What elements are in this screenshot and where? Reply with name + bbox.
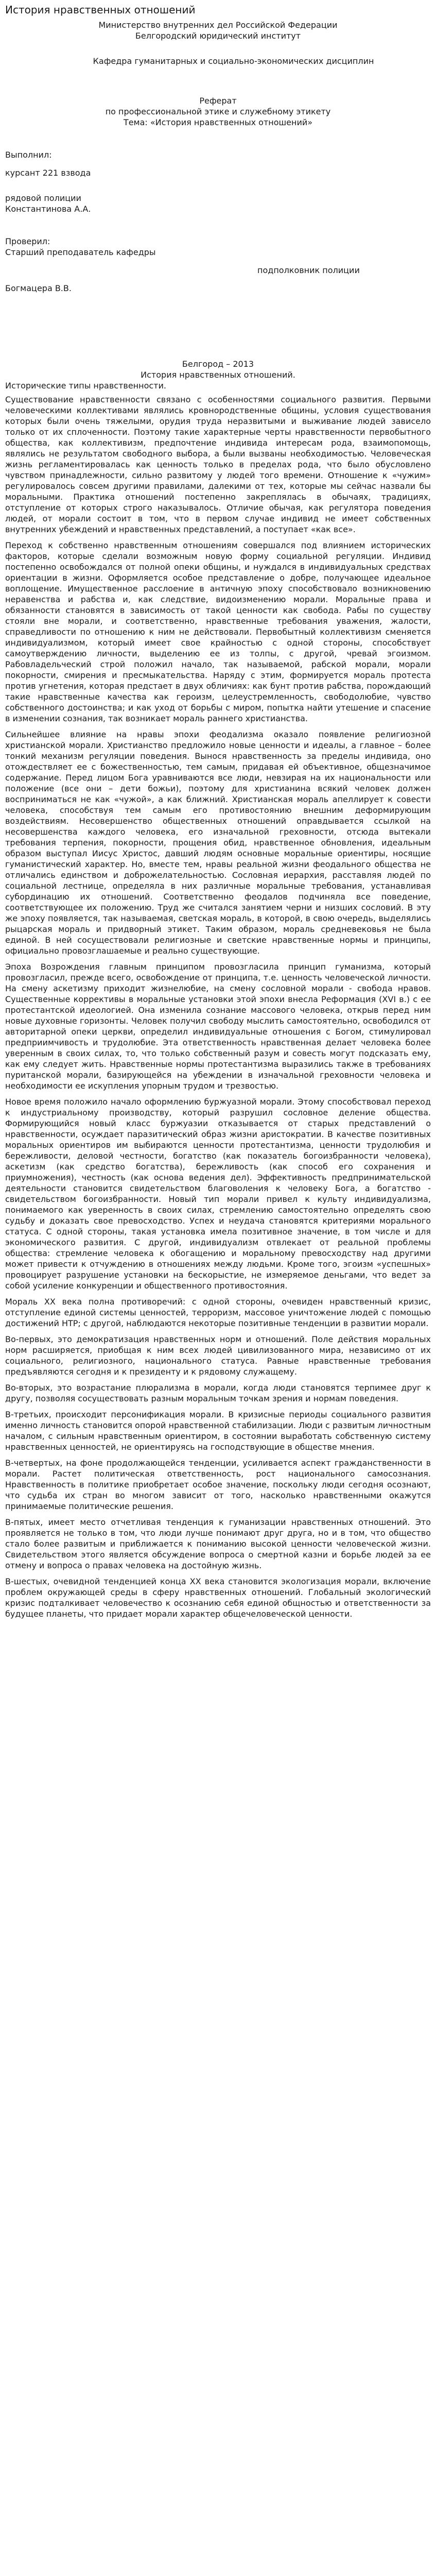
essay-type: Реферат [199,96,237,106]
paragraph: В-шестых, очевидной тенденцией конца XX века становится экологизация морали, включение проблем окружающей среды в сферу нравственных отношений. Глобальный экологический кризис подталкивает человечество к осознанию себя единой общностью и ответственности за будущее планеты, что придает морали характер общечеловеческой ценности. [5,1577,431,1619]
paragraph: Во-вторых, это возрастание плюрализма в морали, когда люди становятся терпимее друг к другу, позволяя сосуществовать разным моральным точкам зрения и нормам поведения. [5,1383,431,1403]
essay-body [5,394,431,1619]
paragraph: Переход к собственно нравственным отношениям совершался под влиянием исторических факторов, которые сделали возможным новую форму социальной регуляции. Индивид постепенно освобождался от полной опеки общины, и нуждался в индивидуальных средствах ориентации в жизни. Оформляется особое представление о добре, получающее идеальное воплощение. Имущественное расслоение в античную эпоху способствовало возникновению неравенства и рабства и, как следствие, видоизменению морали. Моральные права и обязанности становятся в зависимость от такой ценности как свобода. Рабы по существу стояли вне морали, и соответственно, нравственные требования уважения, жалости, справедливости по отношению к ним не действовали. Первобытный коллективизм сменяется индивидуализмом, который имеет свое крайностью с одной стороны, способствует самоутверждению личности, выделению ее из толпы, с другой, чревай эгоизмом. Рабовладельческий строй положил начало, так называемой, рабской морали, морали покорности, смирения и пресмыкательства. Наряду с этим, формируется мораль протеста против угнетения, которая предстает в двух обличиях: как бунт против рабства, порождающий такие нравственные качества как героизм, целеустремленность, свободолюбие, чувство собственного достоинства; и как уход от борьбы с миром, попытка найти утешение и спасение в изменении сознания, так возникает мораль раннего христианства. [5,540,431,723]
reviewer-name: Богмацера В.В. [5,283,72,293]
repeat-title: История нравственных отношений. [141,370,295,380]
document-title: История нравственных отношений [5,4,196,16]
paragraph: Существование нравственности связано с особенностями социального развития. Первыми человеческими коллективами являлись кровнородственные общины, условия существования которых были очень тяжелыми, орудия труда неразвитыми и выживание людей зависело только от их сплоченности. Поэтому такие характерные черты нравственности первобытного общества, как коллективизм, предпочтение индивида интересам рода, взаимопомощь, являлись не результатом свободного выбора, а были вызваны необходимостью. Человеческая жизнь регламентировалась как ценность только в пределах рода, что было обусловлено чувством принадлежности, сильно развитому у людей того времени. Отношение к «чужим» регулировалось совсем другими правилами, далекими от тех, которые мы сейчас назвали бы моральными. Практика отношений постепенно закреплялась в обычаях, традициях, отступление от которых строго наказывалось. Отличие обычая, как регулятора поведения людей, от морали состоит в том, что в первом случае индивид не имеет собственных внутренних убеждений и нравственных представлений, а поступает «как все». [5,395,431,534]
reviewer-position: Старший преподаватель кафедры [5,247,156,257]
paragraph: В-пятых, имеет место отчетливая тенденция к гуманизации нравственных отношений. Это проявляется не только в том, что люди лучше понимают друг друга, но и в том, что общество стало более развитым и приближается к пониманию высокой ценности человеческой жизни. Свидетельством этого является обсуждение вопроса о смертной казни и борьбе людей за ее отмену и вопроса о правах человека на достойную жизнь. [5,1517,431,1570]
paragraph: В-четвертых, на фоне продолжающейся тенденции, усиливается аспект гражданственности в морали. Растет политическая ответственность, рост национального самосознания. Нравственность в политике приобретает особое значение, поскольку люди сегодня осознают, что судьба их стран во многом зависит от того, насколько нравственными окажутся принимаемые политические решения. [5,1458,431,1511]
paragraph: Сильнейшее влияние на нравы эпохи феодализма оказало появление религиозной христианской морали. Христианство предложило новые ценности и идеалы, а главное – более тонкий механизм регуляции поведения. Вынося нравственность за пределы индивида, оно отождествляет ее с божественностью, тем самым, придавая ей объективное, общезначимое содержание. Перед лицом Бога уравниваются все люди, невзирая на их национальности или положение (все они – дети божьи), поэтому для христианина всякий человек должен восприниматься не как «чужой», а как ближний. Христианская мораль апеллирует к совести человека, способствуя тем самым его противостоянию внешним деформирующим воздействиям. Несовершенство общественных отношений оправдывается ссылкой на несовершенства каждого человека, его изначальной греховности, отсюда вытекали требования терпения, покорности, прощения обид, нравственное обновления, идеальным образом выступал Иисус Христос, давший людям основные моральные ориентиры, носящие гуманистический характер. Но, вместе тем, нравы реальной жизни феодального общества не отличались единством и доброжелательностью. Сословная иерархия, расставляя людей по социальной лестнице, определяла в них различные моральные требования, устанавливая субординацию их отношений. Соответственно феодалов подчиняла все поведение, соответствующее их положению. Труд же считался занятием черни и низших сословий. В эту же эпоху появляется, так называемая, светская мораль, в которой, в свою очередь, выделялись рыцарская мораль и придворный этикет. Таким образом, мораль средневековья не была единой. В ней сосуществовали религиозные и светские нравственные нормы и принципы, официально провозглашаемые и реально существующие. [5,730,431,956]
reviewer-label: Проверил: [5,236,50,246]
paragraph: Во-первых, это демократизация нравственных норм и отношений. Поле действия моральных норм расширяется, приобщая к ним всех людей цивилизованного мира, независимо от их социального, религиозного, национального статуса. Равные нравственные требования предъявляются сегодня и к президенту и к рядовому служащему. [5,1334,431,1377]
reviewer-rank: подполковник полиции [257,265,360,275]
essay-theme: Тема: «История нравственных отношений» [123,117,313,127]
ministry-name: Министерство внутренних дел Российской Федерации [98,20,338,30]
author-rank: рядовой полиции [5,193,81,203]
author-name: Константинова А.А. [5,204,91,214]
section-title: Исторические типы нравственности. [5,381,166,391]
author-course: курсант 221 взвода [5,168,91,178]
department-name: Кафедра гуманитарных и социально-экономических дисциплин [93,56,374,66]
paragraph: В-третьих, происходит персонификация морали. В кризисные периоды социального развития именно личность становится опорой нравственной стабилизации. Люди с развитым личностным началом, с сильным нравственным ориентиром, в состоянии выработать собственную систему нравственных ценностей, не ориентируясь на господствующие в обществе мнения. [5,1410,431,1452]
paragraph: Новое время положило начало оформлению буржуазной морали. Этому способствовал переход к индустриальному производству, который разрушил сословное деление общества. Формирующийся новый класс буржуазии отказывается от старых представлений о нравственности, осуждает паразитический образ жизни аристократии. В качестве позитивных моральных ориентиров им выбираются ценности протестантизма, ценности трудолюбия и бережливости, деловой честности, богатство (как показатель богоизбранности человека), аскетизм (как средство богатства), бережливость (как способ его сохранения и приумножения), честность (как основа ведения дел). Эффективность предпринимательской деятельности становится свидетельством благоволения к человеку Бога, а богатство - свидетельством богоизбранности. Новый тип морали привел к культу индивидуализма, понимаемого как уверенность в своих силах, стремлению самостоятельно определять свою судьбу и доказать свое превосходство. Успех и неудача становятся критериями морального статуса. С одной стороны, такая установка имела позитивное значение, в том числе и для экономического развития. С другой, индивидуализм отвлекает от реальной проблемы общества: стремление человека к обогащению и моральному превосходству над другими может привести к отчуждению в отношениях между людьми. Кроме того, эгоизм «успешных» провоцирует разрушение установки на бескорыстие, не измеряемое деньгами, что ведет за собой усиление конкуренции и общественного противостояния. [5,1097,431,1291]
institute-name: Белгородский юридический институт [135,31,301,41]
city-year: Белгород – 2013 [182,359,254,369]
paragraph: Эпоха Возрождения главным принципом провозгласила принцип гуманизма, который провозгласил, прежде всего, освобождение от принципа, т.е. ценность человеческой личности. На смену аскетизму приходит жизнелюбие, на смену сословной морали - свобода нравов. Существенные коррективы в моральные установки этой эпохи внесла Реформация (XVI в.) с ее протестантской идеологией. Она изменила сознание массового человека, открыв перед ним новые духовные горизонты. Человек получил свободу мыслить самостоятельно, освободился от авторитарной опеки церкви, определил индивидуальные отношения с Богом, стимулировал предприимчивость и трудолюбие. Эта ответственность нравственная делает человека более уверенным в своих силах, то, что только собственный разум и совесть могут подсказать ему, как ему следует жить. Нравственные нормы протестантизма выразились также в требованиях пуританской морали, базирующейся на убеждении в изначальной греховности человека и необходимости ее искупления упорным трудом и трезвостью. [5,962,431,1091]
paragraph: Мораль XX века полна противоречий: с одной стороны, очевиден нравственный кризис, отступление единой системы ценностей, терроризм, массовое уничтожение людей с помощью достижений НТР; с другой, наблюдаются некоторые позитивные тенденции в развитии морали. [5,1297,431,1328]
essay-subject: по профессиональной этике и служебному этикету [105,107,331,116]
author-label: Выполнил: [5,150,52,160]
